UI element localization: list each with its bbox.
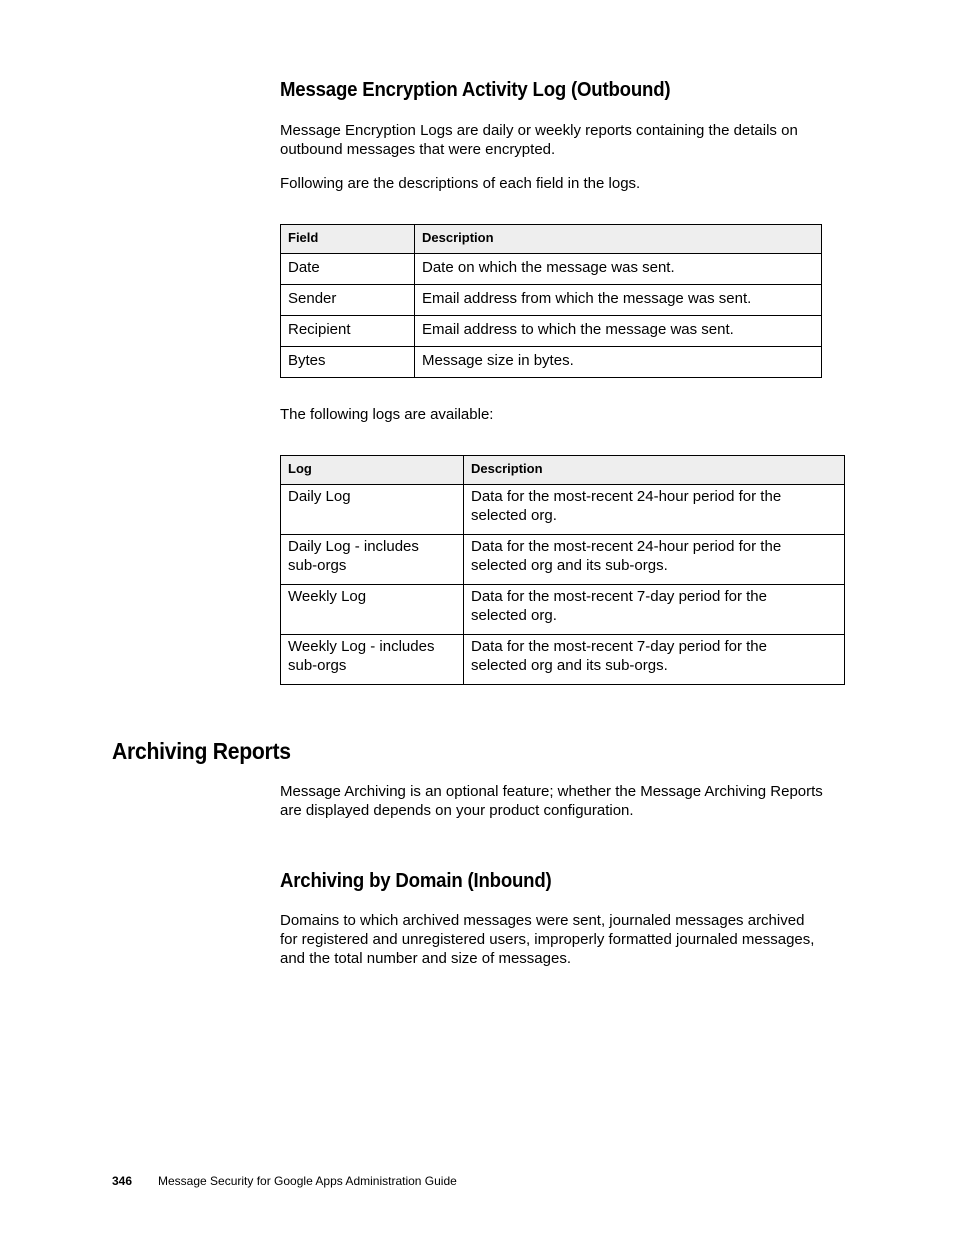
description-cell bbox=[464, 485, 845, 535]
domain-line-1: Domains to which archived messages were sent, journaled messages archived bbox=[280, 912, 805, 929]
table-row bbox=[281, 316, 822, 347]
table-row bbox=[281, 635, 845, 685]
description-cell bbox=[464, 585, 845, 635]
logs-table bbox=[280, 455, 845, 685]
description-cell bbox=[464, 535, 845, 585]
log-name-line: sub-orgs bbox=[288, 557, 347, 574]
log-name-line: sub-orgs bbox=[288, 657, 347, 674]
fields-table bbox=[280, 224, 822, 378]
log-cell bbox=[281, 485, 464, 535]
intro-line-1: Message Encryption Logs are daily or weekly reports containing the details on bbox=[280, 122, 798, 139]
description-cell: Date on which the message was sent. bbox=[415, 254, 822, 285]
table-row bbox=[281, 347, 822, 378]
description-line: selected org and its sub-orgs. bbox=[471, 657, 668, 674]
description-cell: Email address to which the message was sent. bbox=[415, 316, 822, 347]
domain-paragraph bbox=[280, 911, 880, 968]
archiving-paragraph bbox=[280, 782, 880, 820]
footer-guide-title: Message Security for Google Apps Administration Guide bbox=[158, 1174, 457, 1188]
section-heading-archiving-by-domain: Archiving by Domain (Inbound) bbox=[280, 870, 552, 892]
description-line: Data for the most-recent 24-hour period for the bbox=[471, 538, 782, 555]
log-cell bbox=[281, 585, 464, 635]
description-cell: Email address from which the message was sent. bbox=[415, 285, 822, 316]
table-row bbox=[281, 535, 845, 585]
description-line: selected org and its sub-orgs. bbox=[471, 557, 668, 574]
domain-line-3: and the total number and size of messages. bbox=[280, 950, 572, 967]
table-row bbox=[281, 585, 845, 635]
description-line: Data for the most-recent 7-day period for the bbox=[471, 638, 767, 655]
log-cell bbox=[281, 635, 464, 685]
table-row bbox=[281, 485, 845, 535]
description-line: selected org. bbox=[471, 507, 557, 524]
log-cell bbox=[281, 535, 464, 585]
log-name-line: Weekly Log - includes bbox=[288, 638, 435, 655]
table-header-row bbox=[281, 225, 822, 254]
logs-intro: The following logs are available: bbox=[280, 406, 494, 423]
column-header-description: Description bbox=[464, 456, 845, 485]
section-heading-encryption-log: Message Encryption Activity Log (Outbound) bbox=[280, 79, 671, 101]
intro-paragraph bbox=[280, 121, 850, 159]
field-cell: Bytes bbox=[281, 347, 415, 378]
field-cell: Date bbox=[281, 254, 415, 285]
intro-line-2: outbound messages that were encrypted. bbox=[280, 141, 556, 158]
fields-intro: Following are the descriptions of each field in the logs. bbox=[280, 175, 641, 192]
log-name-line: Weekly Log bbox=[288, 588, 367, 605]
page-number: 346 bbox=[112, 1174, 133, 1188]
table-row bbox=[281, 285, 822, 316]
column-header-field: Field bbox=[281, 225, 415, 254]
table-row bbox=[281, 254, 822, 285]
table-header-row bbox=[281, 456, 845, 485]
description-cell: Message size in bytes. bbox=[415, 347, 822, 378]
field-cell: Sender bbox=[281, 285, 415, 316]
section-heading-archiving-reports: Archiving Reports bbox=[112, 738, 291, 764]
log-name-line: Daily Log - includes bbox=[288, 538, 419, 555]
description-line: selected org. bbox=[471, 607, 557, 624]
description-cell bbox=[464, 635, 845, 685]
column-header-log: Log bbox=[281, 456, 464, 485]
archiving-line-1: Message Archiving is an optional feature; whether the Message Archiving Reports bbox=[280, 783, 823, 800]
description-line: Data for the most-recent 24-hour period for the bbox=[471, 488, 782, 505]
description-line: Data for the most-recent 7-day period for the bbox=[471, 588, 767, 605]
column-header-description: Description bbox=[415, 225, 822, 254]
domain-line-2: for registered and unregistered users, improperly formatted journaled messages, bbox=[280, 931, 815, 948]
log-name-line: Daily Log bbox=[288, 488, 351, 505]
archiving-line-2: are displayed depends on your product configuration. bbox=[280, 802, 634, 819]
field-cell: Recipient bbox=[281, 316, 415, 347]
